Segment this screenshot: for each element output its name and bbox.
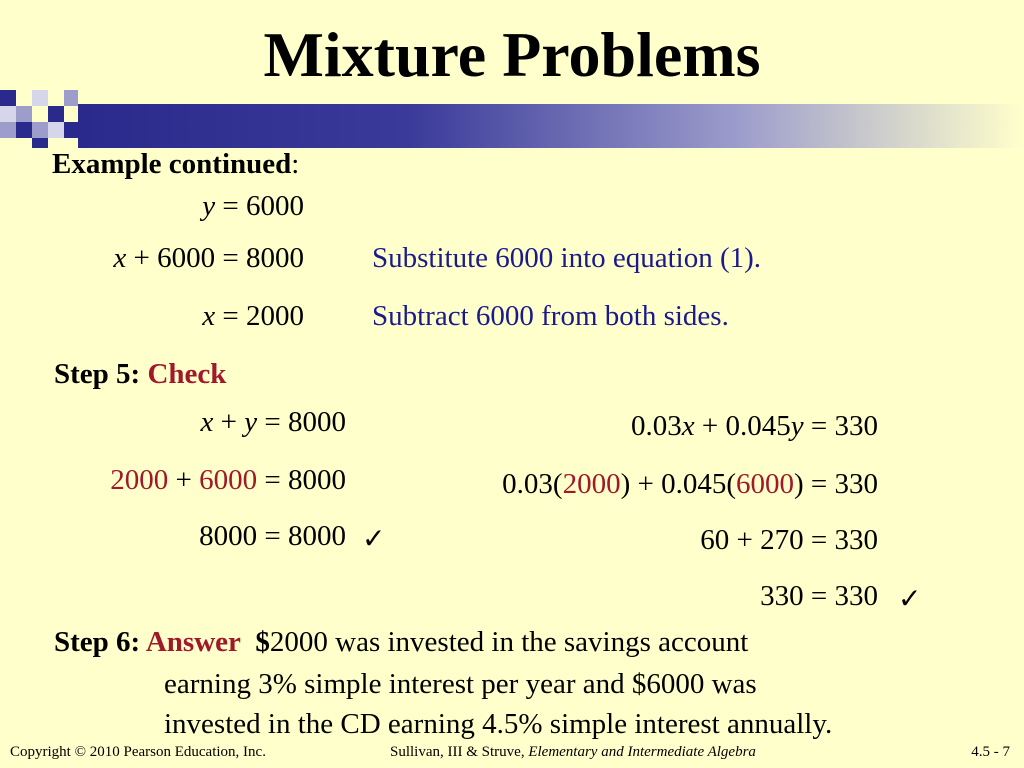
equation-substitute: x + 6000 = 8000 bbox=[113, 242, 304, 274]
note-substitute: Substitute 6000 into equation (1). bbox=[372, 242, 762, 274]
check-left-row3: 8000 = 8000 bbox=[199, 520, 346, 552]
check-right-row3: 60 + 270 = 330 bbox=[700, 524, 878, 556]
check-right-row2: 0.03(2000) + 0.045(6000) = 330 bbox=[502, 468, 878, 500]
equation-x: x = 2000 bbox=[202, 300, 304, 332]
note-subtract: Subtract 6000 from both sides. bbox=[372, 300, 729, 332]
step6-line1: Step 6: Answer $2000 was invested in the savings account bbox=[54, 626, 749, 658]
checkmark-icon: ✓ bbox=[898, 584, 922, 615]
footer-page-number: 4.5 - 7 bbox=[971, 744, 1010, 760]
check-right-row1: 0.03x + 0.045y = 330 bbox=[631, 410, 878, 442]
step6-line2: earning 3% simple interest per year and $6000 was bbox=[164, 668, 757, 700]
step5-heading: Step 5: Check bbox=[54, 358, 227, 390]
equation-y: y = 6000 bbox=[202, 190, 304, 222]
check-right-row4: 330 = 330 bbox=[760, 580, 878, 612]
footer-copyright: Copyright © 2010 Pearson Education, Inc. bbox=[10, 744, 266, 760]
example-heading: Example continued: bbox=[52, 148, 300, 180]
step6-line3: invested in the CD earning 4.5% simple interest annually. bbox=[164, 708, 833, 740]
check-left-row2: 2000 + 6000 = 8000 bbox=[110, 464, 346, 496]
checkmark-icon: ✓ bbox=[362, 524, 386, 555]
check-left-row1: x + y = 8000 bbox=[200, 406, 346, 438]
slide-title: Mixture Problems bbox=[263, 19, 761, 90]
header-bar bbox=[78, 104, 1024, 148]
footer-citation: Sullivan, III & Struve, Elementary and Intermediate Algebra bbox=[390, 744, 756, 760]
